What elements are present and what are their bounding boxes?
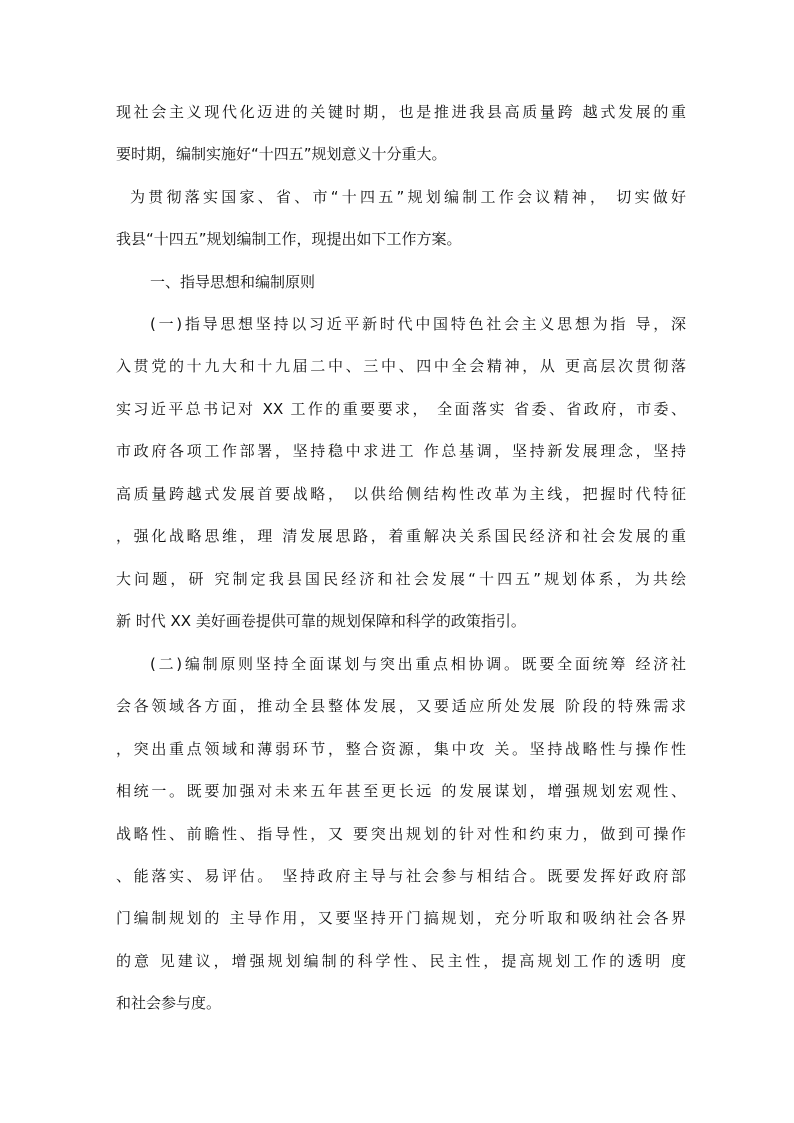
body-text-line: 和社会参与度。	[116, 994, 222, 1012]
body-text-line: 战略性、前瞻性、指导性，又 要突出规划的针对性和约束力，做到可操作	[116, 825, 686, 843]
body-text-line: 市政府各项工作部署，坚持稳中求进工 作总基调，坚持新发展理念，坚持	[116, 442, 686, 460]
body-text-line: 入贯党的十九大和十九届二中、三中、四中全会精神，从 更高层次贯彻落	[116, 357, 686, 375]
body-text-line: 新 时代 XX 美好画卷提供可靠的规划保障和科学的政策指引。	[116, 612, 526, 630]
body-text-line: 高质量跨越式发展首要战略， 以供给侧结构性改革为主线，把握时代特征	[116, 485, 686, 503]
body-text-line: 我县“十四五”规划编制工作，现提出如下工作方案。	[116, 230, 462, 248]
body-text-line: 要时期，编制实施好“十四五”规划意义十分重大。	[116, 145, 447, 163]
body-text-line: 门编制规划的 主导作用，又要坚持开门搞规划，充分听取和吸纳社会各界	[116, 909, 686, 927]
body-text-line: 、能落实、易评估。 坚持政府主导与社会参与相结合。既要发挥好政府部	[116, 867, 686, 885]
body-text-line: 的意 见建议，增强规划编制的科学性、民主性，提高规划工作的透明 度	[116, 952, 686, 970]
body-text-line: 现社会主义现代化迈进的关键时期，也是推进我县高质量跨 越式发展的重	[116, 103, 686, 121]
body-text-line: ，强化战略思维，理 清发展思路，着重解决关系国民经济和社会发展的重	[116, 527, 686, 545]
body-text-line: 大问题，研 究制定我县国民经济和社会发展“十四五”规划体系，为共绘	[116, 570, 686, 588]
body-text-line: (一)指导思想坚持以习近平新时代中国特色社会主义思想为指 导，深	[150, 315, 686, 333]
body-text-line: 实习近平总书记对 XX 工作的重要要求， 全面落实 省委、省政府，市委、	[116, 400, 686, 418]
section-heading: 一、指导思想和编制原则	[150, 273, 316, 291]
body-text-line: 会各领域各方面，推动全县整体发展，又要适应所处发展 阶段的特殊需求	[116, 697, 686, 715]
body-text-line: (二)编制原则坚持全面谋划与突出重点相协调。既要全面统筹 经济社	[150, 655, 686, 673]
body-text-line: 为贯彻落实国家、省、市“十四五”规划编制工作会议精神， 切实做好	[130, 188, 686, 206]
body-text-line: ，突出重点领域和薄弱环节，整合资源，集中攻 关。坚持战略性与操作性	[116, 740, 686, 758]
body-text-line: 相统一。既要加强对未来五年甚至更长远 的发展谋划，增强规划宏观性、	[116, 782, 686, 800]
